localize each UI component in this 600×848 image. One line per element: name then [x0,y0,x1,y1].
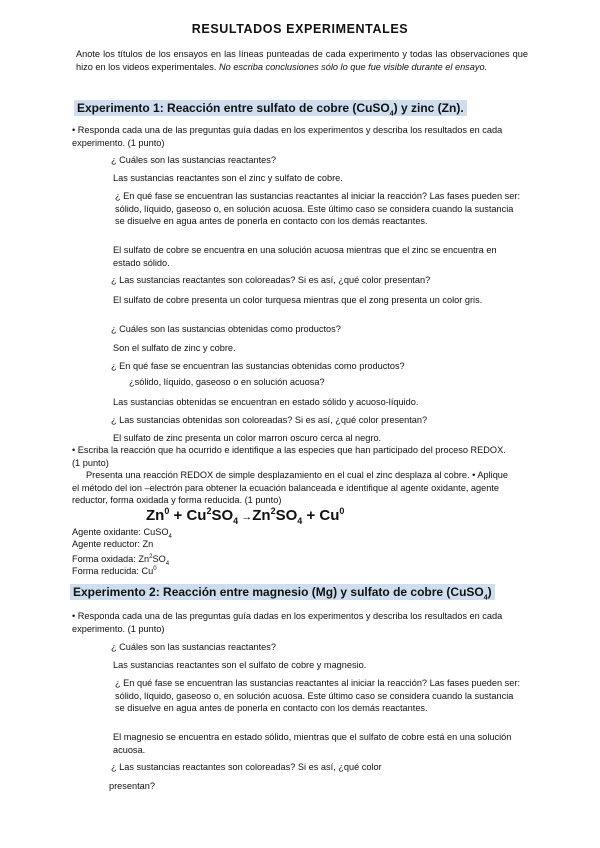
exp1-heading-tail: ) y zinc (Zn). [393,101,464,115]
exp1-heading-text: Experimento 1: Reacción entre sulfato de cobre (CuSO [77,101,390,115]
exp1-q1: ¿ Cuáles son las sustancias reactantes? [111,155,276,165]
exp2-heading [70,583,495,601]
exp1-q3: ¿ Las sustancias reactantes son coloreadas? Si es así, ¿qué color presentan? [111,275,431,285]
forma-reducida-sup: 0 [153,566,157,572]
exp1-a6: El sulfato de zinc presenta un color marron oscuro cerca al negro. [113,433,382,443]
eq-so4b-sub: 4 [297,516,303,526]
exp2-q3b: presentan? [109,781,155,791]
intro-paragraph [76,48,528,73]
redox-equation [146,506,344,526]
eq-zn: Zn [146,507,165,524]
page-title: RESULTADOS EXPERIMENTALES [191,22,409,36]
exp1-a1: Las sustancias reactantes son el zinc y sulfato de cobre. [113,173,343,183]
exp1-method-text: Aplique el método del ion –electrón para obtener la ecuación balanceada e identifique al agente oxidante, agente reductor, forma oxidada y forma reducida. (1 punto) [72,470,509,506]
exp1-q4: ¿ Cuáles son las sustancias obtenidas como productos? [111,324,341,334]
forma-reducida [72,563,157,578]
forma-oxidada-tail: SO [152,554,166,565]
eq-so4b: SO [275,507,298,524]
exp2-q3: ¿ Las sustancias reactantes son coloreadas? Si es así, ¿qué color [111,762,382,772]
forma-reducida-text: Forma reducida: Cu [72,566,154,577]
eq-so4: SO [211,507,234,524]
exp2-instruction-text: Responda cada una de las preguntas guía dadas en los experimentos y describa los resultados en cada experimento. (1 punto) [72,611,503,634]
eq-plus: + [169,507,187,524]
exp1-instruction-text: Responda cada una de las preguntas guía dadas en los experimentos y describa los resultados en cada experimento. (1 punto) [72,125,503,148]
exp2-instruction [72,610,534,635]
eq-zn2-sup: 2 [270,506,276,516]
eq-zn2: Zn [252,507,271,524]
exp1-a2: El sulfato de cobre se encuentra en una solución acuosa mientras que el zinc se encuentra en estado sólido. [113,245,497,268]
forma-oxidada-sub: 4 [165,560,170,567]
exp2-a1: Las sustancias reactantes son el sulfato de cobre y magnesio. [113,660,367,670]
intro-emphasis: No escriba conclusiones sólo lo que fue visible durante el ensayo. [219,61,488,72]
exp1-a5: Las sustancias obtenidas se encuentran en estado sólido y acuoso-líquido. [113,397,419,407]
exp2-a2: El magnesio se encuentra en estado sólido, mientras que el sulfato de cobre está en una solución acuosa. [113,732,512,755]
exp1-q5: ¿ En qué fase se encuentran las sustancias obtenidas como productos? [111,361,405,371]
bullet-icon: • [472,470,476,480]
exp1-a4: Son el sulfato de zinc y cobre. [113,343,236,353]
eq-plus2: + [302,507,320,524]
bullet-icon: • [72,125,76,135]
exp1-q6: ¿ Las sustancias obtenidas son coloreadas? Si es así, ¿qué color presentan? [111,415,428,425]
exp1-a3: El sulfato de cobre presenta un color turquesa mientras que el zong presenta un color gris. [113,295,483,305]
agente-reductor: Agente reductor: Zn [72,539,154,549]
intro-text: Anote los títulos de los ensayos en las líneas punteadas de cada experimento y todas las observaciones que hizo en los videos experimentales. [76,49,528,72]
forma-oxidada-text: Forma oxidada: Zn [72,554,150,565]
exp1-method-block [72,469,512,507]
eq-zn-sup: 0 [164,506,170,516]
exp1-heading-sub: 4 [389,110,394,118]
eq-so4-sub: 4 [233,516,239,526]
eq-cu-sup: 2 [206,506,212,516]
eq-arrow: → [238,511,253,523]
eq-cu2: Cu [319,507,340,524]
eq-cu2-sup: 0 [339,506,345,516]
agente-oxidante-sub: 4 [168,533,172,540]
exp2-q2: ¿ En qué fase se encuentran las sustancias reactantes al iniciar la reacción? Las fases pueden ser: sólido, líquido, gaseoso o, en solución acuosa. Este último caso se considera cuando la sustancia se disuelve en agua antes de ponerla en contacto con los demás reactantes. [115,678,520,714]
eq-cu: Cu [186,507,207,524]
exp2-heading-sub: 4 [483,594,488,602]
exp2-q1: ¿ Cuáles son las sustancias reactantes? [111,642,276,652]
exp1-q2: ¿ En qué fase se encuentran las sustancias reactantes al iniciar la reacción? Las fases pueden ser: sólido, líquido, gaseoso o, en solución acuosa. Este último caso se considera cuando la sustancia se disuelve en agua antes de ponerla en contacto con los demás reactantes. [115,191,520,227]
exp1-bullet2 [72,444,512,469]
exp1-bullet2-text: Escriba la reacción que ha ocurrido e identifique a las especies que han participado del proceso REDOX. (1 punto) [72,445,506,468]
bullet-icon: • [72,611,76,621]
exp2-heading-tail: ) [487,585,492,599]
agente-oxidante-text: Agente oxidante: CuSO [72,527,169,537]
exp1-q5b: ¿sólido, líquido, gaseoso o en solución acuosa? [129,377,325,387]
exp1-instruction [72,124,534,149]
exp1-redox-desc: Presenta una reacción REDOX de simple desplazamiento en el cual el zinc desplaza al cobre. [86,470,470,480]
exp2-heading-text: Experimento 2: Reacción entre magnesio (Mg) y sulfato de cobre (CuSO [73,585,484,599]
bullet-icon: • [72,445,76,455]
exp1-heading [74,99,467,117]
forma-oxidada-sup: 2 [149,554,153,560]
